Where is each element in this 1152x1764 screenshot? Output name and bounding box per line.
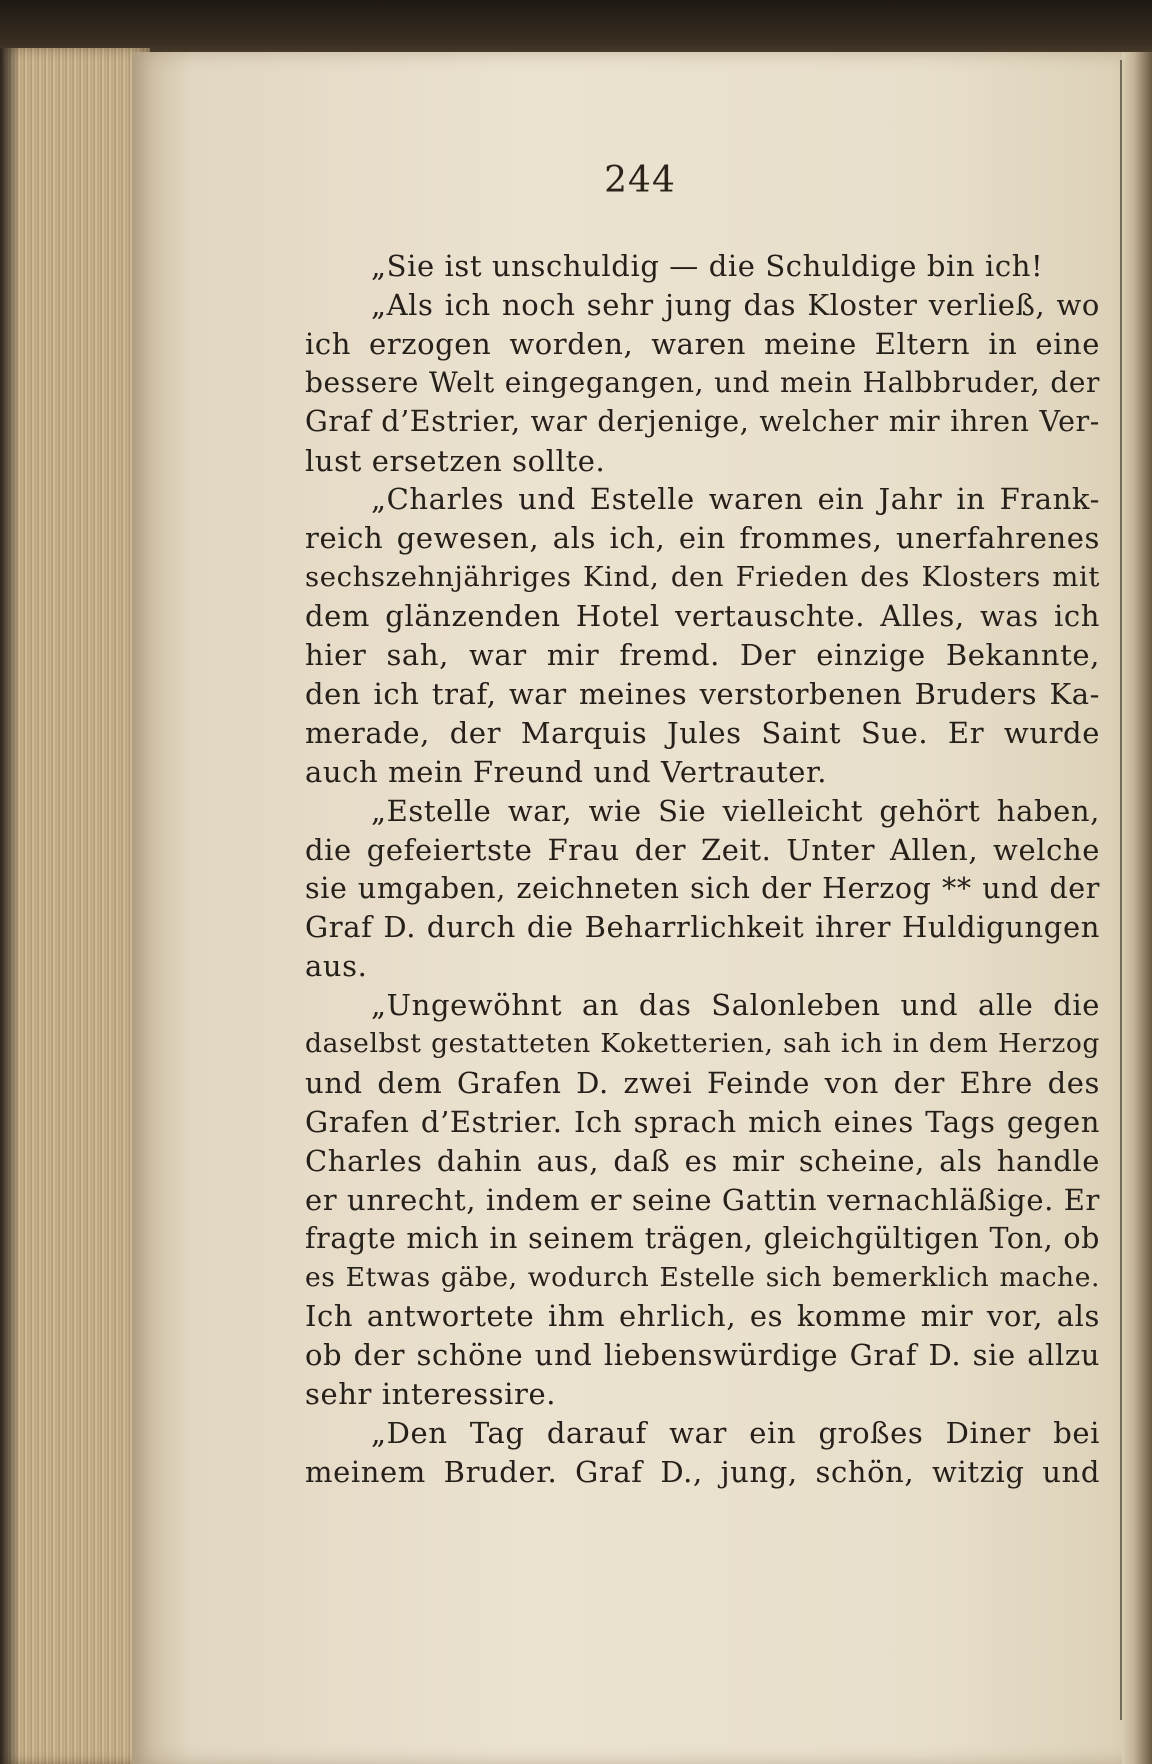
text-line: fragte mich in seinem trägen, gleichgültigen Ton, ob: [305, 1221, 1100, 1255]
text-line: reich gewesen, als ich, ein frommes, unerfahrenes: [305, 521, 1100, 556]
text-line: „Als ich noch sehr jung das Kloster verließ, wo: [371, 287, 1100, 322]
text-line: ob der schöne und liebenswürdige Graf D. sie allzu: [305, 1338, 1100, 1373]
page-number: 244: [604, 160, 676, 201]
text-line: es Etwas gäbe, wodurch Estelle sich bemerklich mache.: [305, 1261, 1100, 1293]
text-line: sie umgaben, zeichneten sich der Herzog ** und der: [305, 871, 1100, 905]
text-line: „Den Tag darauf war ein großes Diner bei: [371, 1416, 1100, 1451]
text-line: meinem Bruder. Graf D., jung, schön, witzig und: [305, 1455, 1100, 1490]
text-line: ich erzogen worden, waren meine Eltern in eine: [305, 326, 1100, 361]
text-line: merade, der Marquis Jules Saint Sue. Er wurde: [305, 715, 1100, 750]
text-line: daselbst gestatteten Koketterien, sah ich in dem Herzog: [305, 1028, 1100, 1060]
page-gutter-line: [1120, 60, 1122, 1720]
text-line: sehr interessire.: [305, 1377, 557, 1412]
text-line: er unrecht, indem er seine Gattin vernachläßige. Er: [305, 1182, 1100, 1217]
text-line: hier sah, war mir fremd. Der einzige Bekannte,: [305, 638, 1100, 673]
text-line: sechszehnjähriges Kind, den Frieden des Klosters mit: [305, 561, 1100, 594]
text-line: den ich traf, war meines verstorbenen Bruders Ka-: [305, 676, 1100, 711]
stacked-page-edges: [0, 48, 150, 1764]
text-line: „Sie ist unschuldig — die Schuldige bin ich!: [371, 249, 1044, 283]
text-line: Ich antwortete ihm ehrlich, es komme mir vor, als: [305, 1299, 1100, 1334]
text-line: bessere Welt eingegangen, und mein Halbbruder, der: [305, 365, 1100, 399]
text-line: „Charles und Estelle waren ein Jahr in Frank-: [371, 482, 1100, 517]
text-line: dem glänzenden Hotel vertauschte. Alles, was ich: [305, 599, 1100, 634]
text-line: „Estelle war, wie Sie vielleicht gehört haben,: [371, 793, 1100, 828]
text-line: Charles dahin aus, daß es mir scheine, als handle: [305, 1143, 1100, 1178]
text-line: und dem Grafen D. zwei Feinde von der Ehre des: [305, 1066, 1100, 1101]
text-line: aus.: [305, 949, 368, 984]
text-line: die gefeiertste Frau der Zeit. Unter Allen, welche: [305, 832, 1100, 867]
text-line: Graf D. durch die Beharrlichkeit ihrer Huldigungen: [305, 910, 1100, 945]
text-line: lust ersetzen sollte.: [305, 443, 606, 478]
text-line: Graf d’Estrier, war derjenige, welcher mir ihren Ver-: [305, 404, 1100, 438]
text-line: auch mein Freund und Vertrauter.: [305, 754, 828, 789]
text-line: Grafen d’Estrier. Ich sprach mich eines Tags gegen: [305, 1104, 1100, 1139]
text-line: „Ungewöhnt an das Salonleben und alle die: [371, 988, 1100, 1023]
next-page-edge: [1122, 52, 1152, 1764]
page-text: [305, 247, 1100, 1492]
spine-shadow: [0, 48, 20, 1764]
